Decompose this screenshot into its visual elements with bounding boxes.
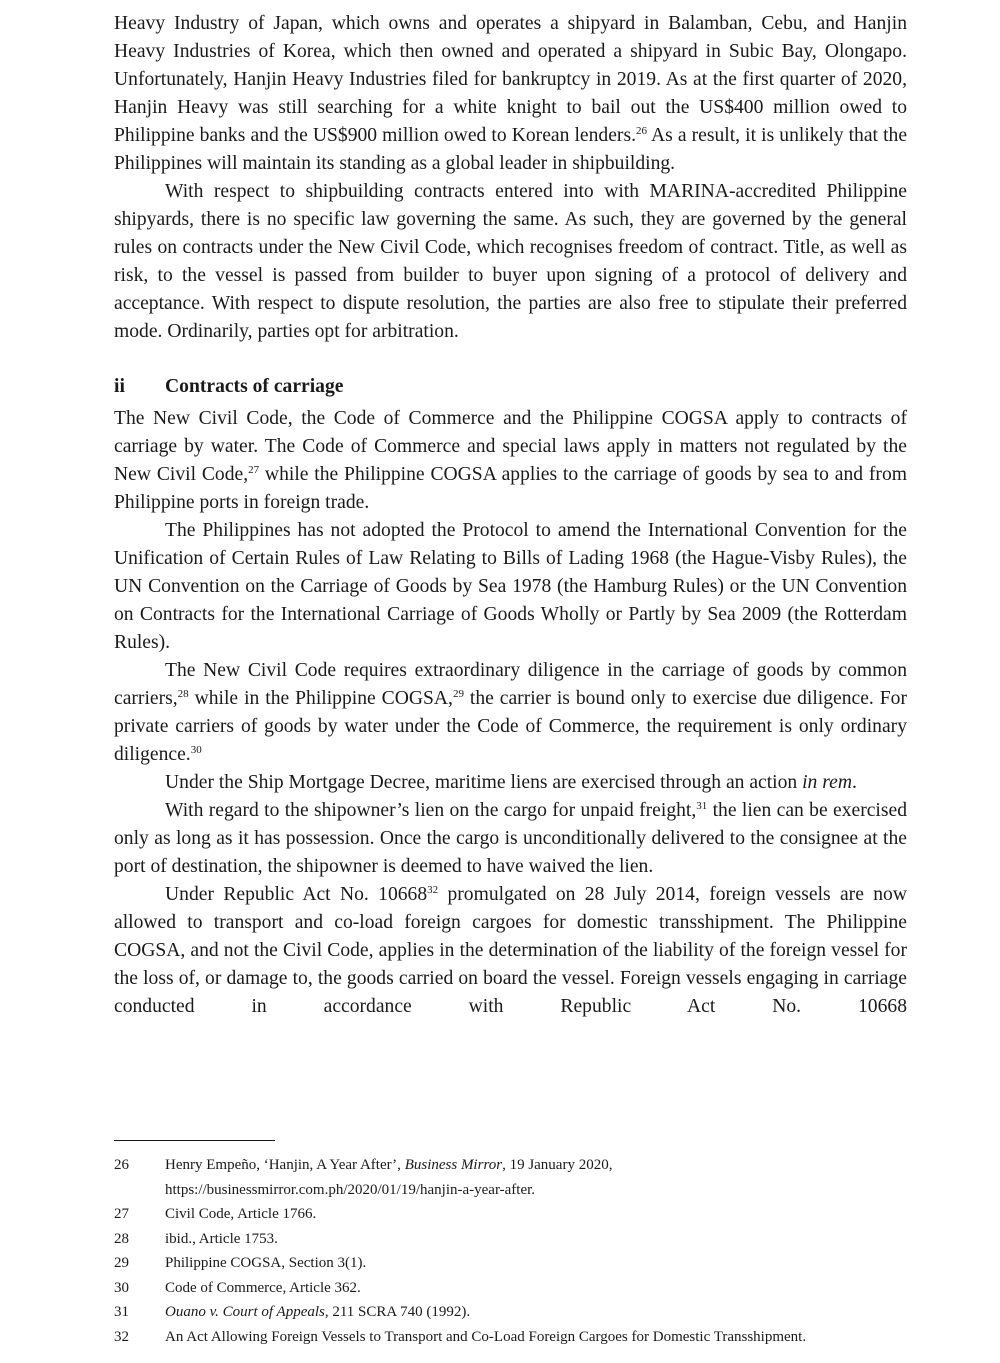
paragraph-republic-act <box>114 881 907 1021</box>
paragraph-conventions: The Philippines has not adopted the Protocol to amend the International Convention for the Unification of Certain Rules of Law Relating to Bills of Lading 1968 (the Hague-Visby Rules), the UN Convention on the Carriage of Goods by Sea 1978 (the Hamburg Rules) or the UN Convention on Contracts for the International Carriage of Goods Wholly or Partly by Sea 2009 (the Rotterdam Rules). <box>114 520 907 653</box>
footnote-ref-30[interactable]: 30 <box>190 744 202 757</box>
footnote-ref-26[interactable]: 26 <box>635 125 647 138</box>
footnote-text: Philippine COGSA, Section 3(1). <box>165 1255 367 1271</box>
paragraph-shipyards <box>114 10 907 178</box>
footnote-number: 26 <box>114 1157 129 1173</box>
paragraph-text: while in the Philippine COGSA, <box>188 688 453 709</box>
paragraph-text: while the Philippine COGSA applies to the carriage of goods by sea to and from Philippine ports in foreign trade. <box>114 464 907 513</box>
paragraph-text: The New Civil Code, the Code of Commerce and the Philippine COGSA apply to contracts of carriage by water. The Code of Commerce and special laws apply in matters not regulated by the New Civil Code, <box>114 408 907 485</box>
paragraph-text: The New Civil Code requires extraordinary diligence in the carriage of goods by common carriers, <box>114 660 907 709</box>
section-number: ii <box>114 376 125 397</box>
footnote-number: 29 <box>114 1255 129 1271</box>
paragraph-text: . <box>852 772 857 793</box>
footnote-31 <box>114 1300 907 1325</box>
paragraph-text: As a result, it is unlikely that the Philippines will maintain its standing as a global leader in shipbuilding. <box>114 125 908 174</box>
footnote-number: 30 <box>114 1279 129 1296</box>
footnote-ref-32[interactable]: 32 <box>427 884 439 897</box>
footnote-number: 27 <box>114 1206 129 1222</box>
footnote-number: 32 <box>114 1328 129 1345</box>
page-body <box>114 10 907 1021</box>
footnote-ref-27[interactable]: 27 <box>248 464 260 477</box>
footnote-text: ibid., Article 1753. <box>165 1230 278 1247</box>
paragraph-text: Heavy Industry of Japan, which owns and operates a shipyard in Balamban, Cebu, and Hanjin Heavy Industries of Korea, which then owned and operated a shipyard in Subic Bay, Olongapo. Unfortunately, Hanjin Heavy Industries filed for bankruptcy in 2019. As at the first quarter of 2020, Hanjin Heavy was still searching for a white knight to bail out the US$400 million owed to Philippine banks and the US$900 million owed to Korean lenders. <box>114 13 907 146</box>
footnote-30 <box>114 1276 907 1301</box>
footnote-text: Code of Commerce, Article 362. <box>165 1279 361 1296</box>
paragraph-text: With regard to the shipowner’s lien on the cargo for unpaid freight, <box>165 800 697 821</box>
footnote-29 <box>114 1251 907 1276</box>
footnote-ref-28[interactable]: 28 <box>177 688 189 701</box>
footnote-italic: Ouano v. Court of Appeals <box>165 1304 325 1320</box>
footnote-27 <box>114 1202 907 1227</box>
footnote-text-part: Henry Empeño, ‘Hanjin, A Year After’, <box>165 1157 405 1173</box>
footnote-text: An Act Allowing Foreign Vessels to Transport and Co-Load Foreign Cargoes for Domestic Transshipment. <box>165 1328 807 1345</box>
paragraph-shipowner-lien <box>114 797 907 881</box>
paragraph-text: promulgated on 28 July 2014, foreign vessels are now allowed to transport and co-load foreign cargoes for domestic transshipment. The Philippine COGSA, and not the Civil Code, applies in the determination of the liability of the foreign vessel for the loss of, or damage to, the goods carried on board the vessel. Foreign vessels engaging in carriage conducted in accordance with Republic Act No. 10668 <box>114 884 907 1017</box>
footnote-divider <box>114 1140 275 1141</box>
paragraph-diligence <box>114 657 907 769</box>
italic-term: in rem <box>802 772 852 793</box>
footnote-text: Civil Code, Article 1766. <box>165 1206 317 1222</box>
footnote-number: 31 <box>114 1304 129 1320</box>
section-heading <box>114 373 907 401</box>
footnote-32 <box>114 1325 907 1350</box>
paragraph-text: Under the Ship Mortgage Decree, maritime liens are exercised through an action <box>165 772 803 793</box>
footnote-26 <box>114 1153 907 1202</box>
footnote-text <box>165 1153 907 1202</box>
footnote-text-part: , 211 SCRA 740 (1992). <box>324 1304 471 1320</box>
section-title: Contracts of carriage <box>165 376 344 397</box>
paragraph-maritime-liens <box>114 769 907 797</box>
paragraph-text: the lien can be exercised only as long as it has possession. Once the cargo is unconditionally delivered to the consignee at the port of destination, the shipowner is deemed to have waived the lien. <box>114 800 907 877</box>
footnote-28 <box>114 1227 907 1252</box>
footnote-text-part: , 19 January 2020, https://businessmirror.com.ph/2020/01/19/hanjin-a-year-after. <box>165 1157 613 1198</box>
footnote-number: 28 <box>114 1230 129 1247</box>
footnote-ref-29[interactable]: 29 <box>452 688 464 701</box>
footnote-text <box>165 1300 907 1325</box>
paragraph-text: the carrier is bound only to exercise due diligence. For private carriers of goods by water under the Code of Commerce, the requirement is only ordinary diligence. <box>114 688 907 765</box>
paragraph-shipbuilding-contracts: With respect to shipbuilding contracts entered into with MARINA-accredited Philippine shipyards, there is no specific law governing the same. As such, they are governed by the general rules on contracts under the New Civil Code, which recognises freedom of contract. Title, as well as risk, to the vessel is passed from builder to buyer upon signing of a protocol of delivery and acceptance. With respect to dispute resolution, the parties are also free to stipulate their preferred mode. Ordinarily, parties opt for arbitration. <box>114 181 907 342</box>
footnote-italic: Business Mirror <box>404 1157 503 1173</box>
footnote-ref-31[interactable]: 31 <box>696 800 708 813</box>
footnotes-section <box>114 1140 907 1349</box>
paragraph-applicable-law <box>114 405 907 517</box>
paragraph-text: Under Republic Act No. 10668 <box>165 884 428 905</box>
